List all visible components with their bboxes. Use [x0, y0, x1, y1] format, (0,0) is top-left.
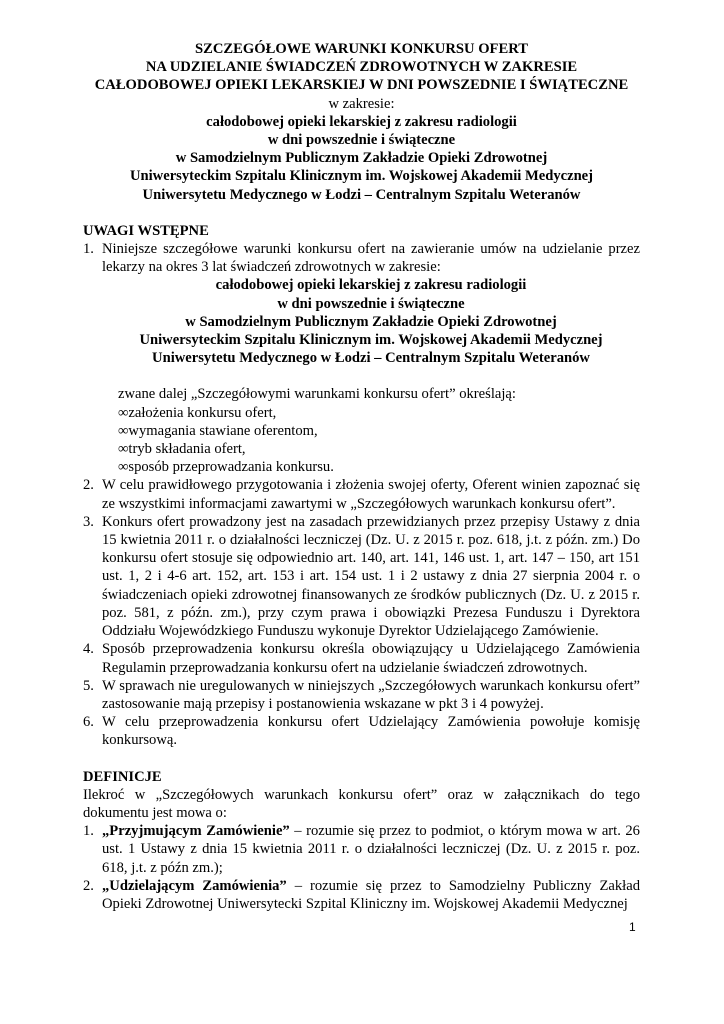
document-page	[83, 40, 640, 913]
item-text	[102, 877, 640, 913]
called-text: zwane dalej „Szczegółowymi warunkami konkursu ofert” określają:	[118, 386, 516, 403]
list-item	[83, 877, 640, 913]
definicje-intro: Ilekroć w „Szczegółowych warunkach konkursu ofert” oraz w załącznikach do tego dokumentu jest mowa o:	[83, 786, 640, 821]
item-text: W sprawach nie uregulowanych w niniejszych „Szczegółowych warunkach konkursu ofert” zastosowanie mają przepisy i postanowienia wskazane w pkt 3 i 4 powyżej.	[102, 677, 640, 712]
called-block	[102, 385, 640, 476]
scope-line: Uniwersyteckim Szpitalu Klinicznym im. Wojskowej Akademii Medycznej	[139, 332, 603, 349]
defined-term: „Przyjmującym Zamówienie”	[102, 823, 290, 840]
item-number: 2.	[83, 877, 94, 894]
section-heading-definicje: DEFINICJE	[83, 768, 162, 785]
section-heading-uwagi: UWAGI WSTĘPNE	[83, 222, 209, 239]
item-number: 4.	[83, 641, 94, 658]
scope-line: całodobowej opieki lekarskiej z zakresu radiologii	[206, 113, 517, 130]
item-text: Sposób przeprowadzenia konkursu określa obowiązujący u Udzielającego Zamówienia Regulamin przeprowadzania konkursu ofert na udzielanie świadczeń zdrowotnych.	[102, 641, 640, 676]
uwagi-list	[83, 240, 640, 749]
item-text: Konkurs ofert prowadzony jest na zasadach przewidzianych przez przepisy Ustawy z dnia 15 kwietnia 2011 r. o działalności leczniczej (Dz. U. z 2015 r. poz. 618, j.t. z późn. zm.) Do konkursu ofert stosuje się odpowiednio art. 140, art. 141, 146 ust. 1, art. 147 – 150, art 151 ust. 1, 2 i 4-6 art. 152, art. 153 i art. 154 ust. 1 i 2 ustawy z dnia 27 sierpnia 2004 r. o świadczeniach opieki zdrowotnej finansowanych ze środków publicznych (Dz. U. z 2015 r. poz. 581, z późn. zm.), przy czym prawa i obowiązki Prezesa Funduszu i Dyrektora Oddziału Wojewódzkiego Funduszu wykonuje Dyrektor Udzielającego Zamówienie.	[102, 513, 640, 640]
definition-text: – rozumie się przez to podmiot, o którym mowa w art. 26 ust. 1 Ustawy z dnia 15 kwietnia 2011 r. o działalności leczniczej (Dz. U. z 2015 r. poz. 618, j.t. z późn zm.);	[102, 823, 640, 876]
item-number: 6.	[83, 714, 94, 731]
title-line: NA UDZIELANIE ŚWIADCZEŃ ZDROWOTNYCH W ZAKRESIE	[145, 59, 578, 76]
item-number: 1.	[83, 823, 94, 840]
item-text: W celu prawidłowego przygotowania i złożenia swojej oferty, Oferent winien zapoznać się ze wszystkimi informacjami zawartymi w „Szczegółowych warunkach konkursu ofert”.	[102, 477, 640, 512]
in-scope-label: w zakresie:	[328, 95, 395, 112]
list-item	[83, 240, 640, 476]
definicje-list	[83, 822, 640, 913]
page-number: 1	[629, 920, 636, 934]
title-block	[83, 40, 640, 204]
bullet-item: ∞ tryb składania ofert,	[118, 440, 640, 458]
item-number: 3.	[83, 513, 94, 530]
item-text	[102, 822, 640, 877]
list-item	[83, 822, 640, 877]
defined-term: „Udzielającym Zamówienia”	[102, 877, 287, 894]
scope-line: w Samodzielnym Publicznym Zakładzie Opieki Zdrowotnej	[185, 313, 557, 330]
title-line: SZCZEGÓŁOWE WARUNKI KONKURSU OFERT	[195, 41, 528, 57]
list-item	[83, 677, 640, 713]
scope-line: całodobowej opieki lekarskiej z zakresu radiologii	[215, 277, 527, 294]
list-item	[83, 713, 640, 749]
item-number: 2.	[83, 477, 94, 494]
scope-line: Uniwersytetu Medycznego w Łodzi – Centralnym Szpitalu Weteranów	[152, 350, 590, 367]
item-text: W celu przeprowadzenia konkursu ofert Udzielający Zamówienia powołuje komisję konkursową.	[102, 714, 640, 749]
bullet-item: ∞ założenia konkursu ofert,	[118, 404, 640, 422]
scope-line: Uniwersyteckim Szpitalu Klinicznym im. Wojskowej Akademii Medycznej	[129, 168, 594, 185]
list-item	[83, 640, 640, 676]
scope-line: w dni powszednie i świąteczne	[277, 295, 465, 312]
definition-text: – rozumie się przez to Samodzielny Publiczny Zakład Opieki Zdrowotnej Uniwersytecki Szpital Kliniczny im. Wojskowej Akademii Medycznej	[102, 877, 640, 912]
bullet-item: ∞ sposób przeprowadzania konkursu.	[118, 458, 640, 476]
item-number: 5.	[83, 677, 94, 694]
scope-line: w dni powszednie i świąteczne	[267, 132, 456, 149]
item-text: Niniejsze szczegółowe warunki konkursu ofert na zawieranie umów na udzielanie przez lekarzy na okres 3 lat świadczeń zdrowotnych w zakresie:	[102, 241, 640, 276]
list-item	[83, 513, 640, 640]
item-number: 1.	[83, 241, 94, 258]
scope-line: Uniwersytetu Medycznego w Łodzi – Centralnym Szpitalu Weteranów	[142, 186, 581, 203]
list-item	[83, 476, 640, 512]
bullet-item: ∞ wymagania stawiane oferentom,	[118, 422, 640, 440]
title-line: CAŁODOBOWEJ OPIEKI LEKARSKIEJ W DNI POWSZEDNIE I ŚWIĄTECZNE	[94, 77, 629, 94]
scope-line: w Samodzielnym Publicznym Zakładzie Opieki Zdrowotnej	[175, 150, 548, 167]
